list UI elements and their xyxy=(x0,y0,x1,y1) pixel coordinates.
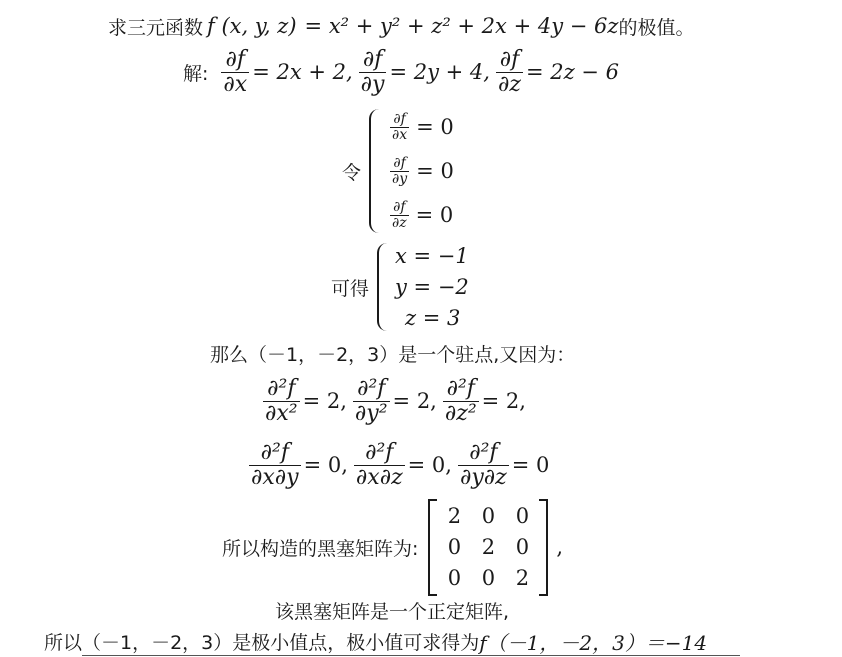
frac-numerator: ∂f xyxy=(225,47,246,73)
frac-denominator: ∂y² xyxy=(354,400,388,426)
row-value: = 0 xyxy=(511,453,550,477)
definite-line xyxy=(275,596,509,624)
system-row xyxy=(387,149,454,193)
frac-numerator: ∂f xyxy=(393,154,406,171)
row-value: = 0 xyxy=(415,203,454,227)
fraction-d2f-dydz xyxy=(458,441,509,488)
system-rows xyxy=(387,105,454,237)
problem-expression: = x² + y² + z² + 2x + 4y − 6z xyxy=(304,14,619,38)
frac-denominator: ∂x xyxy=(223,71,248,97)
set-zero-label: 令 xyxy=(342,161,362,184)
stationary-line xyxy=(210,338,575,368)
frac-denominator: ∂x∂z xyxy=(355,464,403,490)
frac-denominator: ∂y∂z xyxy=(459,464,507,490)
solution-label: 解: xyxy=(183,62,209,85)
fraction-df-dz xyxy=(390,200,409,230)
hessian-matrix xyxy=(428,499,548,596)
result-row: y = −2 xyxy=(395,275,469,299)
matrix-cell: 0 xyxy=(481,504,496,528)
matrix-cell: 2 xyxy=(515,566,530,590)
problem-suffix: 的极值。 xyxy=(618,16,695,39)
matrix-cell: 0 xyxy=(515,535,530,559)
matrix-grid xyxy=(437,499,539,596)
stationary-text: 那么（－1，－2，3）是一个驻点,又因为： xyxy=(210,343,576,366)
row-value: = 0, xyxy=(407,453,452,477)
problem-function: f (x, y, z) xyxy=(207,14,297,38)
problem-statement xyxy=(108,10,694,42)
result-system xyxy=(331,240,469,334)
fraction-df-dy xyxy=(359,48,387,95)
fraction-df-dx xyxy=(221,48,249,95)
system-rows xyxy=(395,241,469,334)
hessian-trailing-comma: , xyxy=(556,535,564,559)
frac-numerator: ∂f xyxy=(393,110,406,127)
second-partials-row-1 xyxy=(260,372,526,430)
row-value: = 2, xyxy=(302,389,347,413)
frac-numerator: ∂f xyxy=(362,47,383,73)
conclusion-line xyxy=(44,626,707,656)
row-value: = 2, xyxy=(392,389,437,413)
row-value: = 0 xyxy=(416,159,454,183)
frac-denominator: ∂x² xyxy=(265,400,298,426)
frac-numerator: ∂²f xyxy=(469,440,498,466)
result-row: z = 3 xyxy=(405,306,461,330)
fraction-d2f-dy2 xyxy=(353,377,390,424)
frac-denominator: ∂x∂y xyxy=(251,464,299,490)
left-bracket xyxy=(428,499,437,596)
frac-denominator: ∂x xyxy=(392,126,408,143)
left-brace xyxy=(369,109,379,233)
matrix-cell: 2 xyxy=(447,504,462,528)
conclusion-value: f（－1，－2，3）＝−14 xyxy=(479,630,708,655)
equation-system xyxy=(377,241,469,334)
fraction-df-dx xyxy=(390,112,409,142)
second-partials-row-2 xyxy=(246,436,549,494)
hessian-line xyxy=(222,500,563,594)
matrix-cell: 0 xyxy=(481,566,496,590)
left-brace xyxy=(377,243,387,331)
result-row: x = −1 xyxy=(395,244,469,268)
frac-denominator: ∂z² xyxy=(444,400,477,426)
conclusion-text: 所以（－1，－2，3）是极小值点，极小值可求得为 xyxy=(44,631,480,654)
frac-numerator: ∂²f xyxy=(357,376,386,402)
frac-numerator: ∂f xyxy=(393,198,406,215)
frac-denominator: ∂y xyxy=(392,170,408,187)
frac-numerator: ∂²f xyxy=(365,440,394,466)
right-bracket xyxy=(539,499,548,596)
equation-system xyxy=(369,105,454,237)
row-value: = 0, xyxy=(303,453,348,477)
row-value: = 0 xyxy=(416,115,454,139)
result-label: 可得 xyxy=(331,277,370,300)
matrix-cell: 0 xyxy=(515,504,530,528)
fraction-d2f-dxdz xyxy=(354,441,405,488)
underline-divider xyxy=(82,655,740,656)
problem-prefix: 求三元函数 xyxy=(108,16,204,39)
hessian-label: 所以构造的黑塞矩阵为: xyxy=(222,537,419,560)
first-partials xyxy=(183,44,619,100)
frac-numerator: ∂f xyxy=(499,47,520,73)
system-row xyxy=(387,105,454,149)
fraction-d2f-dxdy xyxy=(249,441,301,488)
system-row xyxy=(387,193,454,237)
fraction-df-dz xyxy=(496,48,523,95)
frac-denominator: ∂y xyxy=(360,71,385,97)
definite-text: 该黑塞矩阵是一个正定矩阵, xyxy=(275,600,510,623)
fy-value: = 2y + 4, xyxy=(389,60,490,84)
matrix-cell: 0 xyxy=(447,535,462,559)
fraction-df-dy xyxy=(390,156,409,186)
set-zero-system xyxy=(342,106,454,236)
fz-value: = 2z − 6 xyxy=(525,60,619,84)
matrix-cell: 0 xyxy=(447,566,462,590)
frac-denominator: ∂z xyxy=(497,71,521,97)
fx-value: = 2x + 2, xyxy=(252,60,353,84)
matrix-cell: 2 xyxy=(481,535,496,559)
frac-numerator: ∂²f xyxy=(267,376,296,402)
row-value: = 2, xyxy=(481,389,526,413)
fraction-d2f-dx2 xyxy=(263,377,300,424)
frac-denominator: ∂z xyxy=(392,214,407,231)
frac-numerator: ∂²f xyxy=(260,440,289,466)
fraction-d2f-dz2 xyxy=(443,377,479,424)
frac-numerator: ∂²f xyxy=(446,376,475,402)
